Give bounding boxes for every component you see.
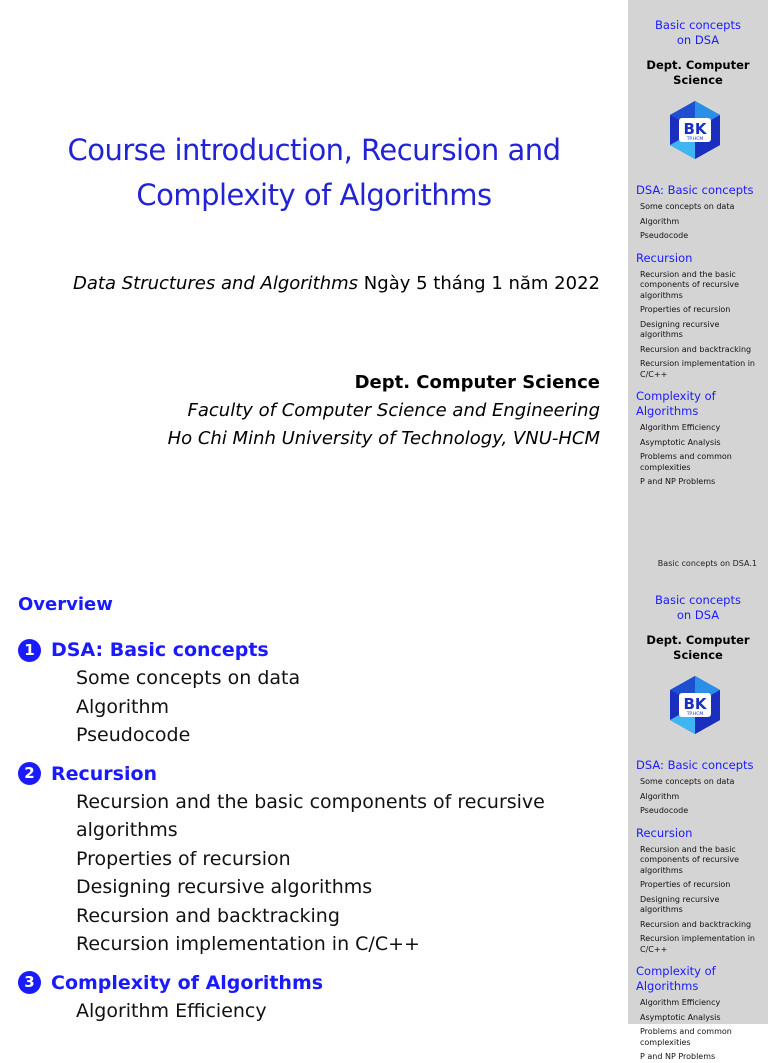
overview-section-title: DSA: Basic concepts bbox=[51, 639, 269, 661]
sidebar-section-link[interactable] bbox=[636, 389, 764, 419]
sidebar-title bbox=[628, 18, 768, 48]
sidebar-section-link[interactable] bbox=[636, 826, 764, 841]
sidebar-subsection-link[interactable] bbox=[636, 895, 764, 916]
sidebar-section-link[interactable] bbox=[636, 251, 764, 266]
sidebar-subsection-link[interactable] bbox=[636, 1052, 764, 1063]
overview-section-link[interactable] bbox=[18, 760, 618, 788]
university-logo bbox=[669, 100, 721, 160]
sidebar-section-link[interactable] bbox=[636, 964, 764, 994]
sidebar-section-link[interactable] bbox=[636, 183, 764, 198]
logo-subtext: TP.HCM bbox=[686, 137, 704, 142]
section-number-icon: 2 bbox=[18, 762, 41, 785]
sidebar-subsection-line: Properties of recursion bbox=[640, 880, 731, 889]
overview-heading: Overview bbox=[18, 594, 113, 615]
sidebar-title-line: Basic concepts bbox=[655, 18, 741, 32]
sidebar-section-line: DSA: Basic concepts bbox=[636, 758, 754, 772]
sidebar-subsection-link[interactable] bbox=[636, 806, 764, 817]
university-logo bbox=[669, 675, 721, 735]
sidebar-subsection-link[interactable] bbox=[636, 359, 764, 380]
overview-subsection-link[interactable]: algorithms bbox=[76, 819, 178, 841]
sidebar-subsection-line: Problems and common bbox=[640, 1027, 732, 1036]
sidebar-subsection-link[interactable] bbox=[636, 202, 764, 213]
sidebar-section-line: Complexity of bbox=[636, 389, 716, 403]
sidebar-subsection-link[interactable] bbox=[636, 792, 764, 803]
title-line-1: Course introduction, Recursion and bbox=[67, 133, 561, 167]
slide-subtitle bbox=[73, 271, 600, 297]
sidebar-subsection-line: Some concepts on data bbox=[640, 777, 735, 786]
sidebar-section-line: DSA: Basic concepts bbox=[636, 183, 754, 197]
sidebar-subsection-line: C/C++ bbox=[640, 944, 668, 954]
sidebar bbox=[628, 576, 768, 1061]
sidebar-subsection-line: Recursion and the basic bbox=[640, 844, 736, 854]
sidebar-subsection-link[interactable] bbox=[636, 998, 764, 1009]
sidebar-subsection-line: Problems and common bbox=[640, 452, 732, 461]
overview-section-title: Complexity of Algorithms bbox=[51, 971, 324, 994]
sidebar-subsection-line: complexities bbox=[640, 462, 691, 472]
sidebar-subsection-line: Recursion implementation in bbox=[640, 934, 755, 943]
overview-subsection-link[interactable]: Algorithm Efficiency bbox=[76, 999, 267, 1022]
sidebar-dept-line: Dept. Computer bbox=[646, 58, 750, 72]
sidebar-toc bbox=[636, 758, 764, 1063]
sidebar-subsection-link[interactable] bbox=[636, 452, 764, 473]
sidebar-subsection-line: algorithms bbox=[640, 865, 683, 875]
logo-text: BK bbox=[683, 120, 707, 138]
sidebar-subsection-line: P and NP Problems bbox=[640, 1052, 716, 1061]
sidebar-subsection-line: Designing recursive algorithms bbox=[640, 894, 720, 914]
sidebar-subsection-line: Asymptotic Analysis bbox=[640, 437, 721, 447]
sidebar-subsection-line: Algorithm bbox=[640, 791, 680, 801]
sidebar-subsection-link[interactable] bbox=[636, 231, 764, 242]
sidebar-dept bbox=[628, 633, 768, 663]
sidebar-subsection-link[interactable] bbox=[636, 423, 764, 434]
sidebar-subsection-line: Recursion and backtracking bbox=[640, 344, 752, 354]
sidebar-subsection-link[interactable] bbox=[636, 934, 764, 955]
overview-subsection-link[interactable]: Pseudocode bbox=[76, 724, 191, 746]
sidebar-subsection-line: Recursion and the basic bbox=[640, 269, 736, 279]
author-faculty: Faculty of Computer Science and Engineering bbox=[187, 400, 600, 421]
sidebar-subsection-link[interactable] bbox=[636, 880, 764, 891]
sidebar-dept bbox=[628, 58, 768, 88]
sidebar-subsection-line: Pseudocode bbox=[640, 231, 689, 240]
sidebar-subsection-line: algorithms bbox=[640, 290, 683, 300]
overview-section-link[interactable] bbox=[18, 969, 618, 997]
sidebar-subsection-line: Asymptotic Analysis bbox=[640, 1012, 721, 1022]
overview-section-link[interactable] bbox=[18, 636, 618, 664]
sidebar-section-line: Complexity of bbox=[636, 964, 716, 978]
slide-title bbox=[0, 128, 628, 218]
sidebar-section-line: Recursion bbox=[636, 825, 693, 840]
author-block bbox=[168, 369, 600, 453]
sidebar-section-line: Recursion bbox=[636, 250, 693, 265]
overview-subsection-link[interactable]: Properties of recursion bbox=[76, 847, 291, 870]
sidebar-dept-line: Science bbox=[673, 648, 723, 662]
overview-slide bbox=[0, 576, 768, 1061]
sidebar-subsection-line: Designing recursive algorithms bbox=[640, 319, 720, 339]
sidebar-subsection-link[interactable] bbox=[636, 345, 764, 356]
sidebar-subsection-line: Some concepts on data bbox=[640, 202, 735, 211]
sidebar-subsection-line: Pseudocode bbox=[640, 806, 689, 815]
title-line-2: Complexity of Algorithms bbox=[136, 178, 492, 212]
overview-subsection-link[interactable]: Recursion and backtracking bbox=[76, 904, 340, 927]
sidebar-subsection-line: Recursion implementation in bbox=[640, 359, 755, 368]
sidebar-subsection-link[interactable] bbox=[636, 217, 764, 228]
sidebar-subsection-line: complexities bbox=[640, 1037, 691, 1047]
sidebar-toc bbox=[636, 183, 764, 488]
sidebar-subsection-link[interactable] bbox=[636, 270, 764, 302]
logo-subtext: TP.HCM bbox=[686, 712, 704, 717]
sidebar-subsection-link[interactable] bbox=[636, 320, 764, 341]
sidebar-subsection-line: components of recursive bbox=[640, 855, 740, 864]
sidebar-subsection-link[interactable] bbox=[636, 1013, 764, 1024]
sidebar-section-line: Algorithms bbox=[636, 404, 699, 418]
overview-section-title: Recursion bbox=[51, 762, 158, 785]
overview-subsection-link[interactable]: Algorithm bbox=[76, 695, 170, 718]
sidebar-title bbox=[628, 593, 768, 623]
sidebar-subsection-link[interactable] bbox=[636, 845, 764, 877]
sidebar-subsection-line: Recursion and backtracking bbox=[640, 919, 752, 929]
section-number-icon: 1 bbox=[18, 639, 41, 662]
sidebar bbox=[628, 0, 768, 576]
sidebar-title-line: on DSA bbox=[676, 33, 720, 47]
sidebar-title-line: Basic concepts bbox=[655, 593, 741, 607]
sidebar-section-link[interactable] bbox=[636, 758, 764, 773]
sidebar-subsection-link[interactable] bbox=[636, 477, 764, 488]
sidebar-subsection-line: components of recursive bbox=[640, 280, 740, 289]
sidebar-subsection-line: Properties of recursion bbox=[640, 305, 731, 314]
sidebar-subsection-link[interactable] bbox=[636, 777, 764, 788]
sidebar-section-line: Algorithms bbox=[636, 979, 699, 993]
overview-subsection-link[interactable]: Designing recursive algorithms bbox=[76, 876, 373, 898]
bk-logo-icon bbox=[669, 675, 721, 735]
course-name: Data Structures and Algorithms bbox=[73, 273, 359, 294]
slide-date: Ngày 5 tháng 1 năm 2022 bbox=[363, 273, 600, 294]
sidebar-subsection-line: C/C++ bbox=[640, 369, 668, 379]
overview-list bbox=[18, 636, 618, 1025]
author-university: Ho Chi Minh University of Technology, VNU-HCM bbox=[167, 428, 600, 449]
section-number-icon: 3 bbox=[18, 971, 41, 994]
overview-subsection-link[interactable]: Recursion and the basic components of recursive bbox=[76, 790, 545, 813]
sidebar-dept-line: Science bbox=[673, 73, 723, 87]
sidebar-subsection-line: P and NP Problems bbox=[640, 477, 716, 486]
sidebar-dept-line: Dept. Computer bbox=[646, 633, 750, 647]
sidebar-subsection-line: Algorithm Efficiency bbox=[640, 998, 721, 1007]
sidebar-title-line: on DSA bbox=[676, 608, 720, 622]
slide-footer: Basic concepts on DSA.1 bbox=[657, 559, 757, 568]
sidebar-subsection-link[interactable] bbox=[636, 438, 764, 449]
sidebar-subsection-link[interactable] bbox=[636, 920, 764, 931]
overview-subsection-link[interactable]: Some concepts on data bbox=[76, 667, 301, 689]
sidebar-subsection-link[interactable] bbox=[636, 1027, 764, 1048]
logo-text: BK bbox=[683, 695, 707, 713]
sidebar-subsection-line: Algorithm Efficiency bbox=[640, 423, 721, 432]
overview-subsection-link[interactable]: Recursion implementation in C/C++ bbox=[76, 933, 420, 955]
bk-logo-icon bbox=[669, 100, 721, 160]
sidebar-subsection-line: Algorithm bbox=[640, 216, 680, 226]
author-dept: Dept. Computer Science bbox=[354, 372, 600, 393]
sidebar-subsection-link[interactable] bbox=[636, 305, 764, 316]
